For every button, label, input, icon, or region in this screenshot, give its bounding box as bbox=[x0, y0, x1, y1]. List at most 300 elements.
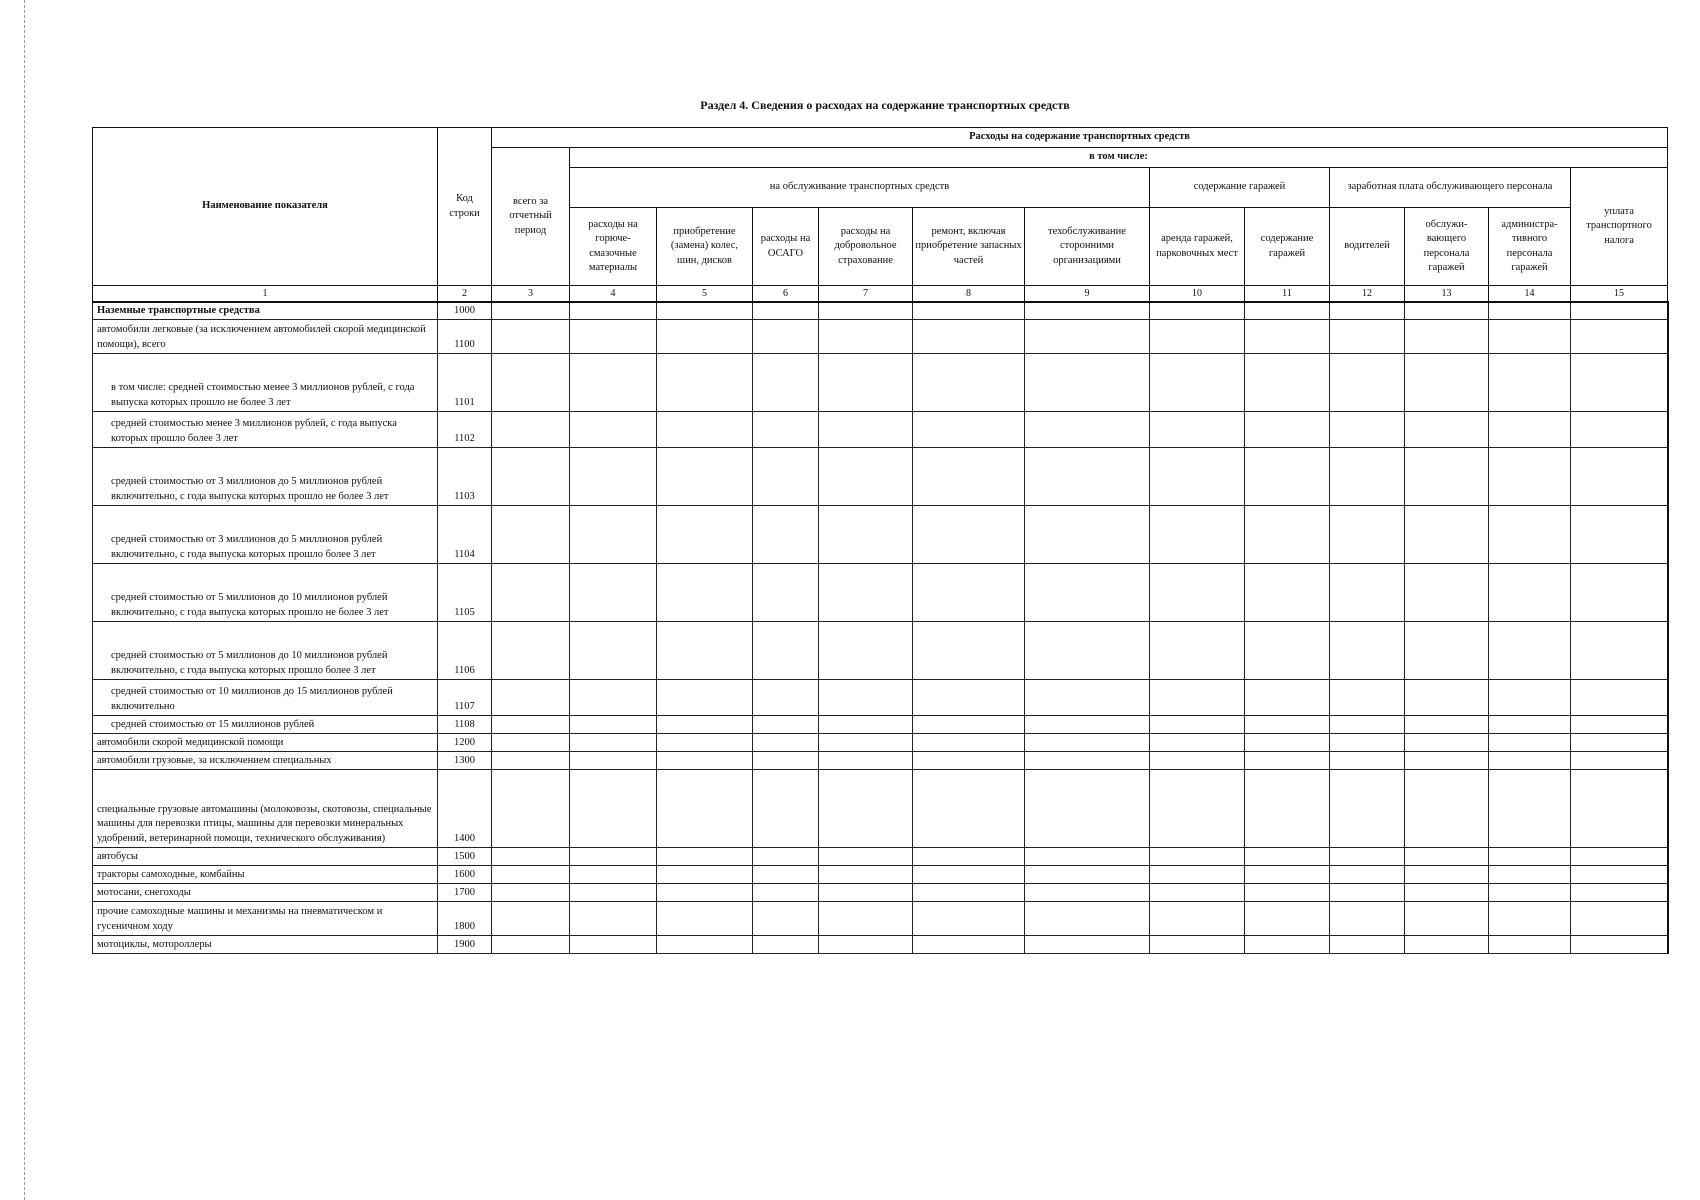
value-cell[interactable] bbox=[492, 411, 570, 447]
value-cell[interactable] bbox=[1489, 769, 1571, 847]
value-cell[interactable] bbox=[657, 505, 753, 563]
value-cell[interactable] bbox=[1025, 715, 1150, 733]
table-row bbox=[93, 447, 1668, 505]
value-cell[interactable] bbox=[1025, 751, 1150, 769]
value-cell[interactable] bbox=[657, 563, 753, 621]
table-row bbox=[93, 865, 1668, 883]
value-cell[interactable] bbox=[1150, 505, 1245, 563]
value-cell[interactable] bbox=[492, 679, 570, 715]
value-cell[interactable] bbox=[1571, 353, 1668, 411]
value-cell[interactable] bbox=[913, 505, 1025, 563]
row-code: 1104 bbox=[438, 505, 492, 563]
table-row bbox=[93, 769, 1668, 847]
value-cell[interactable] bbox=[1405, 865, 1489, 883]
value-cell[interactable] bbox=[570, 883, 657, 901]
value-cell[interactable] bbox=[657, 865, 753, 883]
value-cell[interactable] bbox=[913, 447, 1025, 505]
value-cell[interactable] bbox=[570, 935, 657, 953]
value-cell[interactable] bbox=[1150, 865, 1245, 883]
value-cell[interactable] bbox=[1489, 865, 1571, 883]
value-cell[interactable] bbox=[1150, 319, 1245, 353]
row-code: 1900 bbox=[438, 935, 492, 953]
header-total-period: всего за отчетный период bbox=[492, 148, 570, 286]
value-cell[interactable] bbox=[1571, 411, 1668, 447]
value-cell[interactable] bbox=[1025, 447, 1150, 505]
value-cell[interactable] bbox=[1245, 865, 1330, 883]
value-cell[interactable] bbox=[913, 847, 1025, 865]
column-number: 11 bbox=[1245, 286, 1330, 302]
value-cell[interactable] bbox=[819, 563, 913, 621]
row-code: 1107 bbox=[438, 679, 492, 715]
value-cell[interactable] bbox=[1571, 769, 1668, 847]
value-cell[interactable] bbox=[1330, 353, 1405, 411]
value-cell[interactable] bbox=[1405, 901, 1489, 935]
value-cell[interactable] bbox=[1405, 563, 1489, 621]
value-cell[interactable] bbox=[570, 353, 657, 411]
value-cell[interactable] bbox=[570, 769, 657, 847]
row-indicator-name: средней стоимостью от 3 миллионов до 5 миллионов рублей включительно, с года выпуска которых прошло более 3 лет bbox=[93, 505, 438, 563]
value-cell[interactable] bbox=[1405, 447, 1489, 505]
value-cell[interactable] bbox=[1489, 621, 1571, 679]
value-cell[interactable] bbox=[657, 733, 753, 751]
header-including: в том числе: bbox=[570, 148, 1668, 168]
value-cell[interactable] bbox=[1330, 935, 1405, 953]
value-cell[interactable] bbox=[753, 411, 819, 447]
header-garage-rent: аренда гаражей, парковочных мест bbox=[1150, 208, 1245, 286]
value-cell[interactable] bbox=[1245, 621, 1330, 679]
value-cell[interactable] bbox=[1245, 883, 1330, 901]
value-cell[interactable] bbox=[753, 865, 819, 883]
value-cell[interactable] bbox=[1571, 563, 1668, 621]
value-cell[interactable] bbox=[570, 447, 657, 505]
value-cell[interactable] bbox=[1571, 319, 1668, 353]
row-indicator-name: тракторы самоходные, комбайны bbox=[93, 865, 438, 883]
value-cell[interactable] bbox=[913, 411, 1025, 447]
value-cell[interactable] bbox=[819, 353, 913, 411]
value-cell[interactable] bbox=[657, 447, 753, 505]
value-cell[interactable] bbox=[1489, 883, 1571, 901]
value-cell[interactable] bbox=[570, 733, 657, 751]
value-cell[interactable] bbox=[1330, 715, 1405, 733]
header-row-code: Код строки bbox=[438, 128, 492, 286]
value-cell[interactable] bbox=[1245, 769, 1330, 847]
value-cell[interactable] bbox=[819, 411, 913, 447]
value-cell[interactable] bbox=[819, 883, 913, 901]
value-cell[interactable] bbox=[753, 319, 819, 353]
value-cell[interactable] bbox=[913, 883, 1025, 901]
value-cell[interactable] bbox=[1245, 563, 1330, 621]
value-cell[interactable] bbox=[1245, 847, 1330, 865]
value-cell[interactable] bbox=[1330, 319, 1405, 353]
value-cell[interactable] bbox=[819, 505, 913, 563]
value-cell[interactable] bbox=[570, 865, 657, 883]
value-cell[interactable] bbox=[1489, 505, 1571, 563]
value-cell[interactable] bbox=[492, 865, 570, 883]
value-cell[interactable] bbox=[1150, 847, 1245, 865]
value-cell[interactable] bbox=[1245, 751, 1330, 769]
header-repair: ремонт, включая приобретение запасных частей bbox=[913, 208, 1025, 286]
value-cell[interactable] bbox=[657, 751, 753, 769]
value-cell[interactable] bbox=[657, 679, 753, 715]
header-voluntary-insurance: расходы на добровольное страхование bbox=[819, 208, 913, 286]
value-cell[interactable] bbox=[1571, 505, 1668, 563]
value-cell[interactable] bbox=[1245, 319, 1330, 353]
value-cell[interactable] bbox=[1405, 733, 1489, 751]
header-admin-staff: администра-тивного персонала гаражей bbox=[1489, 208, 1571, 286]
value-cell[interactable] bbox=[657, 883, 753, 901]
value-cell[interactable] bbox=[1150, 935, 1245, 953]
value-cell[interactable] bbox=[819, 302, 913, 320]
value-cell[interactable] bbox=[570, 302, 657, 320]
value-cell[interactable] bbox=[1330, 679, 1405, 715]
row-indicator-name: в том числе: средней стоимостью менее 3 миллионов рублей, с года выпуска которых прошло не более 3 лет bbox=[93, 353, 438, 411]
header-garage-staff: обслужи-вающего персонала гаражей bbox=[1405, 208, 1489, 286]
value-cell[interactable] bbox=[1330, 847, 1405, 865]
value-cell[interactable] bbox=[1405, 679, 1489, 715]
value-cell[interactable] bbox=[913, 935, 1025, 953]
value-cell[interactable] bbox=[657, 353, 753, 411]
row-code: 1700 bbox=[438, 883, 492, 901]
value-cell[interactable] bbox=[1150, 302, 1245, 320]
value-cell[interactable] bbox=[1489, 679, 1571, 715]
column-number: 2 bbox=[438, 286, 492, 302]
row-code: 1200 bbox=[438, 733, 492, 751]
value-cell[interactable] bbox=[819, 935, 913, 953]
value-cell[interactable] bbox=[1405, 302, 1489, 320]
value-cell[interactable] bbox=[913, 865, 1025, 883]
value-cell[interactable] bbox=[657, 621, 753, 679]
value-cell[interactable] bbox=[1150, 769, 1245, 847]
header-osago: расходы на ОСАГО bbox=[753, 208, 819, 286]
value-cell[interactable] bbox=[1330, 447, 1405, 505]
value-cell[interactable] bbox=[1330, 751, 1405, 769]
value-cell[interactable] bbox=[913, 769, 1025, 847]
value-cell[interactable] bbox=[1571, 679, 1668, 715]
value-cell[interactable] bbox=[1571, 715, 1668, 733]
value-cell[interactable] bbox=[1571, 447, 1668, 505]
value-cell[interactable] bbox=[1025, 353, 1150, 411]
value-cell[interactable] bbox=[1025, 883, 1150, 901]
value-cell[interactable] bbox=[1025, 935, 1150, 953]
value-cell[interactable] bbox=[1571, 302, 1668, 320]
value-cell[interactable] bbox=[1245, 353, 1330, 411]
value-cell[interactable] bbox=[1571, 865, 1668, 883]
value-cell[interactable] bbox=[819, 715, 913, 733]
value-cell[interactable] bbox=[1571, 935, 1668, 953]
row-indicator-name: автомобили легковые (за исключением автомобилей скорой медицинской помощи), всего bbox=[93, 319, 438, 353]
value-cell[interactable] bbox=[570, 679, 657, 715]
value-cell[interactable] bbox=[1489, 302, 1571, 320]
value-cell[interactable] bbox=[492, 883, 570, 901]
value-cell[interactable] bbox=[570, 319, 657, 353]
value-cell[interactable] bbox=[1150, 751, 1245, 769]
value-cell[interactable] bbox=[1405, 411, 1489, 447]
value-cell[interactable] bbox=[1571, 621, 1668, 679]
table-row bbox=[93, 411, 1668, 447]
value-cell[interactable] bbox=[1330, 505, 1405, 563]
value-cell[interactable] bbox=[1405, 769, 1489, 847]
table-row bbox=[93, 319, 1668, 353]
column-number: 1 bbox=[93, 286, 438, 302]
value-cell[interactable] bbox=[1245, 935, 1330, 953]
column-number-row bbox=[93, 286, 1668, 302]
value-cell[interactable] bbox=[1150, 447, 1245, 505]
value-cell[interactable] bbox=[492, 715, 570, 733]
value-cell[interactable] bbox=[1330, 901, 1405, 935]
header-garages-group: содержание гаражей bbox=[1150, 168, 1330, 208]
value-cell[interactable] bbox=[819, 621, 913, 679]
report-sheet bbox=[92, 127, 1667, 954]
value-cell[interactable] bbox=[1245, 447, 1330, 505]
value-cell[interactable] bbox=[1025, 319, 1150, 353]
value-cell[interactable] bbox=[1150, 411, 1245, 447]
value-cell[interactable] bbox=[753, 353, 819, 411]
value-cell[interactable] bbox=[1330, 302, 1405, 320]
row-indicator-name: Наземные транспортные средства bbox=[93, 302, 438, 320]
table-body bbox=[93, 302, 1668, 954]
row-indicator-name: мотосани, снегоходы bbox=[93, 883, 438, 901]
value-cell[interactable] bbox=[1330, 883, 1405, 901]
column-number: 4 bbox=[570, 286, 657, 302]
value-cell[interactable] bbox=[913, 715, 1025, 733]
row-indicator-name: прочие самоходные машины и механизмы на пневматическом и гусеничном ходу bbox=[93, 901, 438, 935]
value-cell[interactable] bbox=[570, 751, 657, 769]
column-number: 10 bbox=[1150, 286, 1245, 302]
value-cell[interactable] bbox=[1025, 733, 1150, 751]
value-cell[interactable] bbox=[913, 679, 1025, 715]
value-cell[interactable] bbox=[1025, 679, 1150, 715]
value-cell[interactable] bbox=[492, 733, 570, 751]
header-fuel: расходы на горюче-смазочные материалы bbox=[570, 208, 657, 286]
value-cell[interactable] bbox=[1245, 302, 1330, 320]
value-cell[interactable] bbox=[1245, 733, 1330, 751]
value-cell[interactable] bbox=[1150, 563, 1245, 621]
value-cell[interactable] bbox=[1405, 847, 1489, 865]
value-cell[interactable] bbox=[753, 447, 819, 505]
column-number: 12 bbox=[1330, 286, 1405, 302]
value-cell[interactable] bbox=[657, 319, 753, 353]
value-cell[interactable] bbox=[753, 847, 819, 865]
value-cell[interactable] bbox=[1489, 319, 1571, 353]
value-cell[interactable] bbox=[753, 302, 819, 320]
table-row bbox=[93, 901, 1668, 935]
value-cell[interactable] bbox=[819, 733, 913, 751]
value-cell[interactable] bbox=[1025, 621, 1150, 679]
value-cell[interactable] bbox=[1330, 733, 1405, 751]
value-cell[interactable] bbox=[492, 447, 570, 505]
value-cell[interactable] bbox=[570, 563, 657, 621]
value-cell[interactable] bbox=[753, 751, 819, 769]
value-cell[interactable] bbox=[913, 901, 1025, 935]
value-cell[interactable] bbox=[492, 563, 570, 621]
value-cell[interactable] bbox=[1489, 751, 1571, 769]
value-cell[interactable] bbox=[753, 733, 819, 751]
header-indicator-name: Наименование показателя bbox=[93, 128, 438, 286]
value-cell[interactable] bbox=[753, 563, 819, 621]
value-cell[interactable] bbox=[753, 935, 819, 953]
value-cell[interactable] bbox=[1405, 715, 1489, 733]
value-cell[interactable] bbox=[492, 769, 570, 847]
value-cell[interactable] bbox=[570, 715, 657, 733]
value-cell[interactable] bbox=[753, 883, 819, 901]
value-cell[interactable] bbox=[913, 733, 1025, 751]
column-number: 9 bbox=[1025, 286, 1150, 302]
column-number: 7 bbox=[819, 286, 913, 302]
value-cell[interactable] bbox=[1571, 733, 1668, 751]
scan-margin-line bbox=[24, 0, 26, 1200]
value-cell[interactable] bbox=[1405, 621, 1489, 679]
value-cell[interactable] bbox=[913, 302, 1025, 320]
row-code: 1000 bbox=[438, 302, 492, 320]
value-cell[interactable] bbox=[657, 715, 753, 733]
value-cell[interactable] bbox=[492, 935, 570, 953]
table-row bbox=[93, 353, 1668, 411]
value-cell[interactable] bbox=[1405, 353, 1489, 411]
value-cell[interactable] bbox=[1489, 447, 1571, 505]
row-code: 1103 bbox=[438, 447, 492, 505]
row-indicator-name: автобусы bbox=[93, 847, 438, 865]
row-code: 1105 bbox=[438, 563, 492, 621]
row-code: 1100 bbox=[438, 319, 492, 353]
value-cell[interactable] bbox=[1150, 715, 1245, 733]
value-cell[interactable] bbox=[1025, 505, 1150, 563]
value-cell[interactable] bbox=[1489, 353, 1571, 411]
value-cell[interactable] bbox=[1245, 505, 1330, 563]
value-cell[interactable] bbox=[492, 319, 570, 353]
value-cell[interactable] bbox=[570, 901, 657, 935]
value-cell[interactable] bbox=[1025, 865, 1150, 883]
value-cell[interactable] bbox=[657, 901, 753, 935]
value-cell[interactable] bbox=[1489, 715, 1571, 733]
value-cell[interactable] bbox=[657, 847, 753, 865]
value-cell[interactable] bbox=[913, 319, 1025, 353]
row-indicator-name: средней стоимостью от 5 миллионов до 10 миллионов рублей включительно, с года выпуска которых прошло не более 3 лет bbox=[93, 563, 438, 621]
value-cell[interactable] bbox=[819, 865, 913, 883]
row-indicator-name: средней стоимостью от 15 миллионов рублей bbox=[93, 715, 438, 733]
value-cell[interactable] bbox=[913, 563, 1025, 621]
expenses-table bbox=[92, 127, 1669, 954]
value-cell[interactable] bbox=[570, 847, 657, 865]
value-cell[interactable] bbox=[657, 935, 753, 953]
row-indicator-name: средней стоимостью менее 3 миллионов рублей, с года выпуска которых прошло более 3 лет bbox=[93, 411, 438, 447]
value-cell[interactable] bbox=[1489, 411, 1571, 447]
value-cell[interactable] bbox=[1150, 679, 1245, 715]
row-indicator-name: средней стоимостью от 5 миллионов до 10 миллионов рублей включительно, с года выпуска которых прошло более 3 лет bbox=[93, 621, 438, 679]
row-code: 1102 bbox=[438, 411, 492, 447]
value-cell[interactable] bbox=[570, 505, 657, 563]
value-cell[interactable] bbox=[1025, 411, 1150, 447]
value-cell[interactable] bbox=[492, 751, 570, 769]
value-cell[interactable] bbox=[1245, 411, 1330, 447]
value-cell[interactable] bbox=[1571, 751, 1668, 769]
table-row bbox=[93, 883, 1668, 901]
value-cell[interactable] bbox=[1405, 319, 1489, 353]
table-row bbox=[93, 715, 1668, 733]
value-cell[interactable] bbox=[819, 847, 913, 865]
value-cell[interactable] bbox=[1025, 563, 1150, 621]
value-cell[interactable] bbox=[913, 751, 1025, 769]
row-indicator-name: автомобили грузовые, за исключением специальных bbox=[93, 751, 438, 769]
column-number: 5 bbox=[657, 286, 753, 302]
value-cell[interactable] bbox=[819, 751, 913, 769]
value-cell[interactable] bbox=[1330, 563, 1405, 621]
value-cell[interactable] bbox=[1571, 847, 1668, 865]
value-cell[interactable] bbox=[753, 769, 819, 847]
value-cell[interactable] bbox=[1330, 621, 1405, 679]
value-cell[interactable] bbox=[1150, 353, 1245, 411]
value-cell[interactable] bbox=[1330, 411, 1405, 447]
table-row bbox=[93, 679, 1668, 715]
value-cell[interactable] bbox=[1405, 751, 1489, 769]
value-cell[interactable] bbox=[570, 621, 657, 679]
header-salary-group: заработная плата обслуживающего персонала bbox=[1330, 168, 1571, 208]
value-cell[interactable] bbox=[1571, 901, 1668, 935]
value-cell[interactable] bbox=[1150, 901, 1245, 935]
value-cell[interactable] bbox=[753, 679, 819, 715]
value-cell[interactable] bbox=[1571, 883, 1668, 901]
value-cell[interactable] bbox=[1150, 883, 1245, 901]
table-row bbox=[93, 751, 1668, 769]
value-cell[interactable] bbox=[492, 901, 570, 935]
value-cell[interactable] bbox=[1489, 847, 1571, 865]
value-cell[interactable] bbox=[492, 505, 570, 563]
value-cell[interactable] bbox=[1245, 715, 1330, 733]
value-cell[interactable] bbox=[819, 679, 913, 715]
value-cell[interactable] bbox=[1025, 847, 1150, 865]
value-cell[interactable] bbox=[753, 505, 819, 563]
value-cell[interactable] bbox=[1025, 302, 1150, 320]
value-cell[interactable] bbox=[1330, 865, 1405, 883]
row-code: 1106 bbox=[438, 621, 492, 679]
value-cell[interactable] bbox=[492, 621, 570, 679]
value-cell[interactable] bbox=[492, 353, 570, 411]
value-cell[interactable] bbox=[913, 353, 1025, 411]
value-cell[interactable] bbox=[1489, 935, 1571, 953]
value-cell[interactable] bbox=[570, 411, 657, 447]
value-cell[interactable] bbox=[819, 769, 913, 847]
value-cell[interactable] bbox=[1025, 901, 1150, 935]
value-cell[interactable] bbox=[1405, 505, 1489, 563]
value-cell[interactable] bbox=[1330, 769, 1405, 847]
row-code: 1500 bbox=[438, 847, 492, 865]
value-cell[interactable] bbox=[1025, 769, 1150, 847]
value-cell[interactable] bbox=[819, 319, 913, 353]
row-code: 1800 bbox=[438, 901, 492, 935]
value-cell[interactable] bbox=[819, 901, 913, 935]
value-cell[interactable] bbox=[1150, 733, 1245, 751]
value-cell[interactable] bbox=[657, 411, 753, 447]
value-cell[interactable] bbox=[753, 621, 819, 679]
value-cell[interactable] bbox=[1489, 901, 1571, 935]
row-code: 1101 bbox=[438, 353, 492, 411]
value-cell[interactable] bbox=[657, 769, 753, 847]
table-row bbox=[93, 505, 1668, 563]
value-cell[interactable] bbox=[1405, 883, 1489, 901]
value-cell[interactable] bbox=[1245, 901, 1330, 935]
value-cell[interactable] bbox=[492, 302, 570, 320]
value-cell[interactable] bbox=[1245, 679, 1330, 715]
value-cell[interactable] bbox=[1489, 563, 1571, 621]
value-cell[interactable] bbox=[492, 847, 570, 865]
value-cell[interactable] bbox=[753, 715, 819, 733]
value-cell[interactable] bbox=[753, 901, 819, 935]
value-cell[interactable] bbox=[913, 621, 1025, 679]
value-cell[interactable] bbox=[1405, 935, 1489, 953]
value-cell[interactable] bbox=[1150, 621, 1245, 679]
value-cell[interactable] bbox=[657, 302, 753, 320]
value-cell[interactable] bbox=[819, 447, 913, 505]
value-cell[interactable] bbox=[1489, 733, 1571, 751]
